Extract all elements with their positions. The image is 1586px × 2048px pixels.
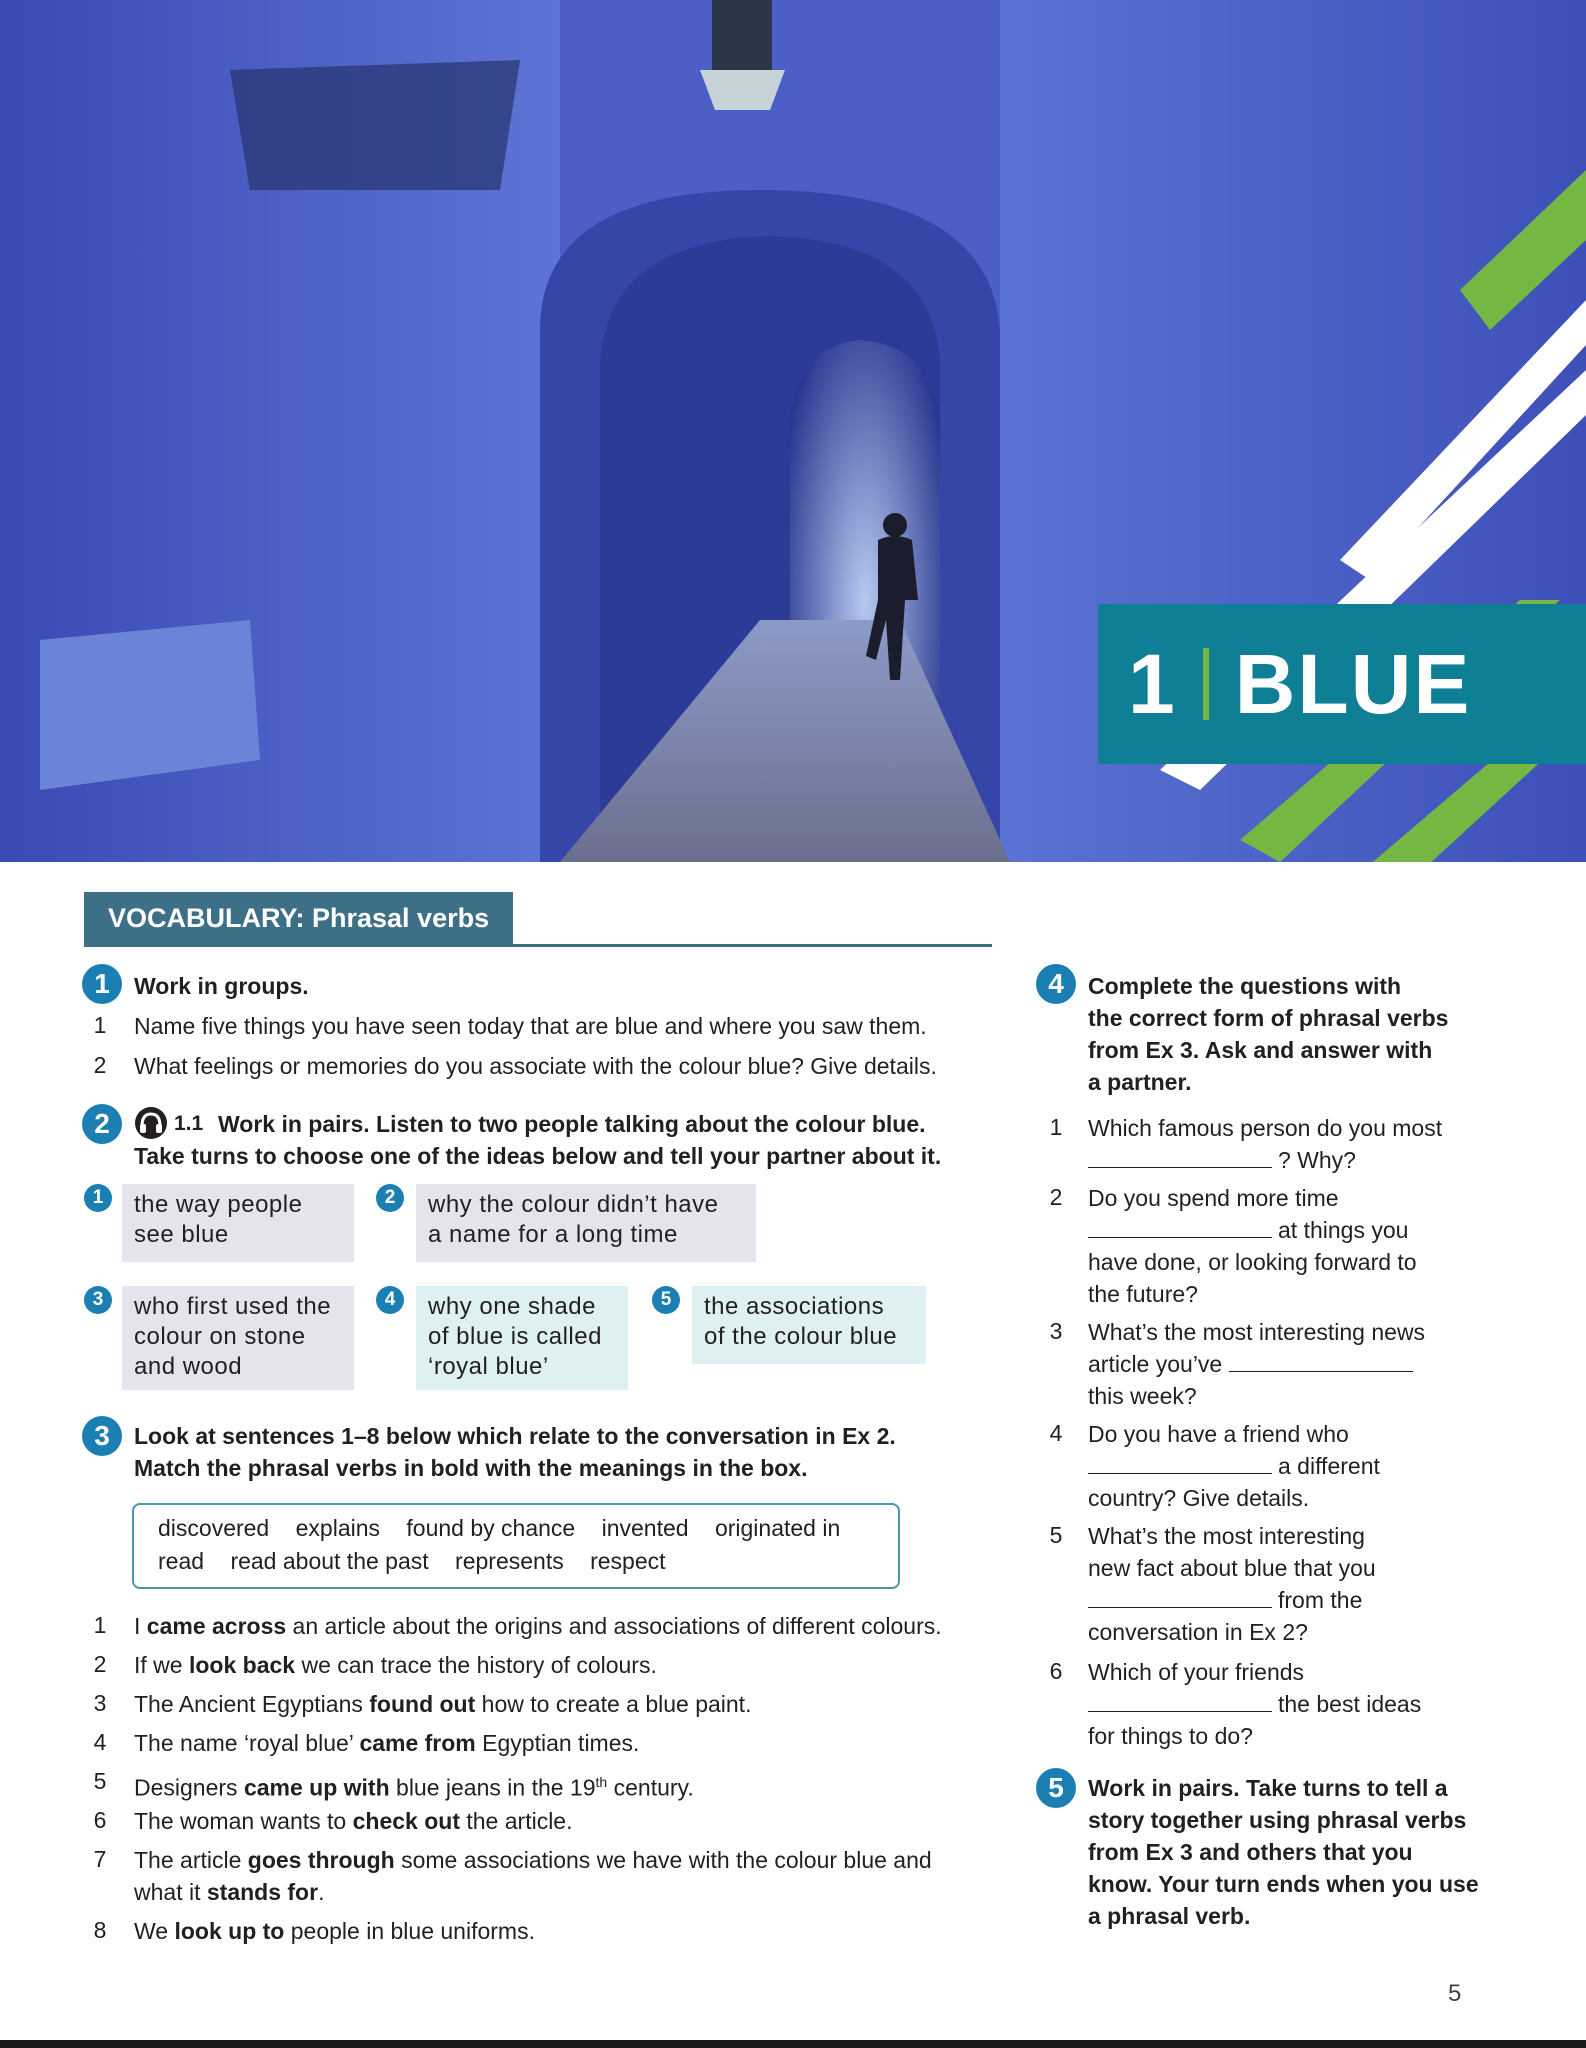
word: explains <box>295 1515 381 1541</box>
idea-4-number: 4 <box>376 1286 404 1314</box>
question-number: 5 <box>1049 1522 1063 1548</box>
idea-1-number: 1 <box>84 1184 112 1212</box>
sentence-8: We look up to people in blue uniforms. <box>134 1918 535 1944</box>
answer-blank[interactable] <box>1088 1453 1272 1474</box>
idea-line: a name for a long time <box>428 1221 678 1248</box>
question-line: at things you <box>1088 1214 1488 1246</box>
idea-box-4[interactable] <box>416 1286 628 1390</box>
idea-line: the associations <box>704 1293 885 1320</box>
question-line: for things to do? <box>1088 1723 1253 1749</box>
word: represents <box>455 1548 564 1574</box>
word: found by chance <box>406 1515 576 1541</box>
word-box-row-1 <box>158 1515 860 1542</box>
idea-line: of blue is called <box>428 1323 602 1350</box>
idea-line: of the colour blue <box>704 1323 898 1350</box>
word-box-row-2 <box>158 1548 686 1575</box>
sentence-number: 6 <box>93 1807 107 1833</box>
idea-line: the way people <box>134 1191 303 1218</box>
hero-photo <box>0 0 1586 862</box>
question-number: 1 <box>1049 1114 1063 1140</box>
banner-divider <box>1203 648 1209 720</box>
question-4 <box>1088 1418 1488 1514</box>
unit-title: BLUE <box>1234 636 1472 731</box>
question-line: ? Why? <box>1088 1144 1488 1176</box>
exercise-1-number: 1 <box>82 964 122 1004</box>
word: invented <box>601 1515 689 1541</box>
question-line: this week? <box>1088 1383 1197 1409</box>
idea-line: see blue <box>134 1221 229 1248</box>
answer-blank[interactable] <box>1088 1691 1272 1712</box>
sentence-number: 1 <box>93 1612 107 1638</box>
idea-box-3[interactable] <box>122 1286 354 1390</box>
exercise-1-item: What feelings or memories do you associate with the colour blue? Give details. <box>134 1053 937 1079</box>
audio-track-number: 1.1 <box>174 1112 204 1135</box>
exercise-2-number: 2 <box>82 1104 122 1144</box>
unit-banner <box>1098 604 1586 764</box>
question-line: What’s the most interesting news <box>1088 1319 1426 1345</box>
sentence-number: 7 <box>93 1846 107 1872</box>
exercise-5-instruction: Work in pairs. Take turns to tell a story together using phrasal verbs from Ex 3 and others that you know. Your turn ends when you use a phrasal verb. <box>1088 1775 1479 1929</box>
word: read about the past <box>230 1548 429 1574</box>
sentence-number: 8 <box>93 1917 107 1943</box>
question-line: Which of your friends <box>1088 1659 1305 1685</box>
sentence-6: The woman wants to check out the article. <box>134 1808 573 1834</box>
meanings-word-box <box>132 1503 900 1589</box>
exercise-4-instruction: Complete the questions with the correct form of phrasal verbs from Ex 3. Ask and answer with a partner. <box>1088 973 1449 1095</box>
idea-line: colour on stone <box>134 1323 306 1350</box>
exercise-3-instruction-line1: Look at sentences 1–8 below which relate to the conversation in Ex 2. <box>134 1423 896 1449</box>
idea-line: why the colour didn’t have <box>428 1191 719 1218</box>
idea-line: and wood <box>134 1353 243 1380</box>
page-number: 5 <box>1448 1980 1462 2007</box>
word: respect <box>590 1548 666 1574</box>
exercise-4-number: 4 <box>1036 964 1076 1004</box>
question-3 <box>1088 1316 1488 1412</box>
answer-blank[interactable] <box>1088 1217 1272 1238</box>
sentence-number: 3 <box>93 1690 107 1716</box>
exercise-1-instruction: Work in groups. <box>134 973 309 999</box>
idea-line: ‘royal blue’ <box>428 1353 549 1380</box>
word: read <box>158 1548 205 1574</box>
question-line: new fact about blue that you <box>1088 1555 1376 1581</box>
answer-blank[interactable] <box>1229 1351 1413 1372</box>
exercise-2-instruction-line1: Work in pairs. Listen to two people talking about the colour blue. <box>218 1111 926 1137</box>
exercise-3-instruction-line2: Match the phrasal verbs in bold with the meanings in the box. <box>134 1455 808 1481</box>
sentence-number: 2 <box>93 1651 107 1677</box>
idea-2-number: 2 <box>376 1184 404 1212</box>
sentence-5: Designers came up with blue jeans in the 19th century. <box>134 1774 694 1801</box>
heading-rule <box>84 944 992 947</box>
idea-line: why one shade <box>428 1293 596 1320</box>
exercise-1-item: Name five things you have seen today that are blue and where you saw them. <box>134 1013 927 1039</box>
question-line: from the <box>1088 1584 1488 1616</box>
question-number: 4 <box>1049 1420 1063 1446</box>
word: originated in <box>714 1515 841 1541</box>
question-1 <box>1088 1112 1488 1176</box>
question-number: 3 <box>1049 1318 1063 1344</box>
question-line: country? Give details. <box>1088 1485 1310 1511</box>
idea-box-1[interactable] <box>122 1184 354 1262</box>
question-line: Which famous person do you most <box>1088 1115 1443 1141</box>
question-line: a different <box>1088 1450 1488 1482</box>
exercise-3-number: 3 <box>82 1416 122 1456</box>
sentence-1: I came across an article about the origins and associations of different colours. <box>134 1613 942 1639</box>
idea-box-2[interactable] <box>416 1184 756 1262</box>
sentence-2: If we look back we can trace the history of colours. <box>134 1652 657 1678</box>
answer-blank[interactable] <box>1088 1147 1272 1168</box>
headphones-icon[interactable] <box>134 1106 168 1140</box>
idea-3-number: 3 <box>84 1286 112 1314</box>
question-number: 2 <box>1049 1184 1063 1210</box>
question-line: Do you have a friend who <box>1088 1421 1349 1447</box>
idea-box-5[interactable] <box>692 1286 926 1364</box>
question-6 <box>1088 1656 1488 1752</box>
sentence-number: 4 <box>93 1729 107 1755</box>
unit-number: 1 <box>1128 636 1177 731</box>
answer-blank[interactable] <box>1088 1587 1272 1608</box>
question-line: conversation in Ex 2? <box>1088 1619 1308 1645</box>
idea-5-number: 5 <box>652 1286 680 1314</box>
section-heading: VOCABULARY: Phrasal verbs <box>84 892 513 944</box>
question-5 <box>1088 1520 1488 1648</box>
sentence-7: The article goes through some associations we have with the colour blue and what it stands for. <box>134 1847 932 1905</box>
exercise-1-item-number: 2 <box>93 1052 107 1078</box>
exercise-5-number: 5 <box>1036 1768 1076 1808</box>
question-number: 6 <box>1049 1658 1063 1684</box>
question-line: have done, or looking forward to <box>1088 1249 1417 1275</box>
sentence-4: The name ‘royal blue’ came from Egyptian times. <box>134 1730 640 1756</box>
sentence-3: The Ancient Egyptians found out how to create a blue paint. <box>134 1691 752 1717</box>
exercise-1-item-number: 1 <box>93 1012 107 1038</box>
word: discovered <box>158 1515 270 1541</box>
question-line: Do you spend more time <box>1088 1185 1339 1211</box>
idea-line: who first used the <box>134 1293 332 1320</box>
question-2 <box>1088 1182 1488 1310</box>
bottom-edge <box>0 2040 1586 2048</box>
sentence-number: 5 <box>93 1768 107 1794</box>
exercise-2-instruction-line2: Take turns to choose one of the ideas below and tell your partner about it. <box>134 1143 942 1169</box>
question-line: the future? <box>1088 1281 1198 1307</box>
question-line: What’s the most interesting <box>1088 1523 1365 1549</box>
question-line: the best ideas <box>1088 1688 1488 1720</box>
question-line: article you’ve <box>1088 1348 1488 1380</box>
